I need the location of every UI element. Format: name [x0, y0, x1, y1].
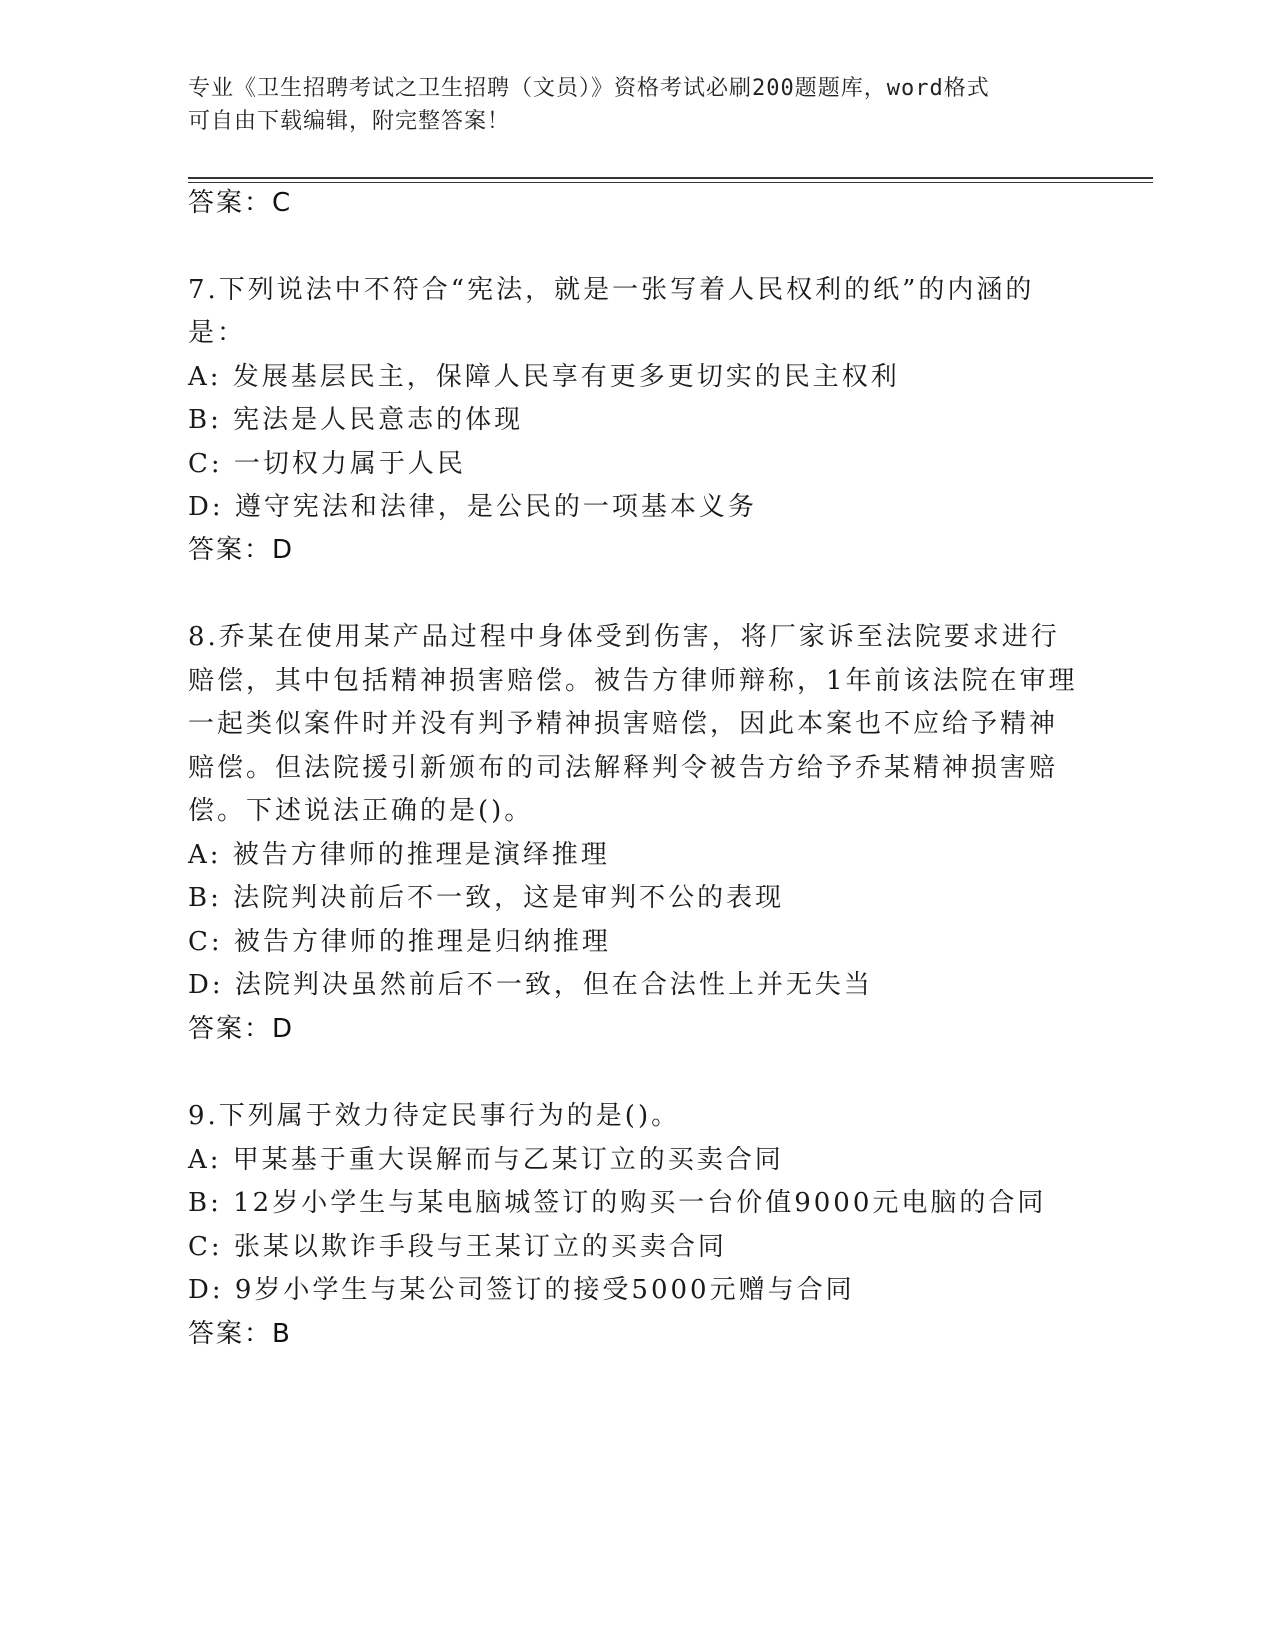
q7-option-c: C: 一切权力属于人民 [188, 449, 466, 479]
q9-stem-line-1: 9.下列属于效力待定民事行为的是()。 [188, 1101, 681, 1131]
q9-option-a: A: 甲某基于重大误解而与乙某订立的买卖合同 [188, 1145, 784, 1175]
q7-stem-line-1: 7.下列说法中不符合“宪法，就是一张写着人民权利的纸”的内涵的 [188, 275, 1035, 305]
q7-option-d: D: 遵守宪法和法律，是公民的一项基本义务 [188, 492, 757, 522]
q8-option-a: A: 被告方律师的推理是演绎推理 [188, 840, 610, 870]
q8-stem-line-2: 赔偿，其中包括精神损害赔偿。被告方律师辩称，1年前该法院在审理 [188, 666, 1078, 696]
q8-stem-line-1: 8.乔某在使用某产品过程中身体受到伤害，将厂家诉至法院要求进行 [188, 622, 1060, 652]
q7-stem-line-2: 是： [188, 318, 247, 348]
q7-answer: 答案：D [188, 535, 295, 565]
header-divider-thick [188, 177, 1153, 179]
q8-option-c: C: 被告方律师的推理是归纳推理 [188, 927, 611, 957]
q9-option-b: B: 12岁小学生与某电脑城签订的购买一台价值9000元电脑的合同 [188, 1188, 1047, 1218]
q8-stem-line-3: 一起类似案件时并没有判予精神损害赔偿，因此本案也不应给予精神 [188, 709, 1059, 739]
q8-stem-line-4: 赔偿。但法院援引新颁布的司法解释判令被告方给予乔某精神损害赔 [188, 753, 1059, 783]
q8-option-d: D: 法院判决虽然前后不一致，但在合法性上并无失当 [188, 970, 873, 1000]
q7-option-b: B: 宪法是人民意志的体现 [188, 405, 524, 435]
q9-option-c: C: 张某以欺诈手段与王某订立的买卖合同 [188, 1232, 727, 1262]
header-divider-thin [188, 182, 1153, 183]
q8-option-b: B: 法院判决前后不一致，这是审判不公的表现 [188, 883, 785, 913]
header-title-line-1: 专业《卫生招聘考试之卫生招聘（文员）》资格考试必刷200题题库，word格式 [188, 76, 990, 101]
header-title-line-2: 可自由下载编辑，附完整答案！ [188, 109, 511, 134]
q9-option-d: D: 9岁小学生与某公司签订的接受5000元赠与合同 [188, 1275, 855, 1305]
document-header [188, 72, 1088, 138]
q7-option-a: A: 发展基层民主，保障人民享有更多更切实的民主权利 [188, 362, 900, 392]
q8-stem-line-5: 偿。下述说法正确的是()。 [188, 796, 534, 826]
q9-answer: 答案：B [188, 1319, 292, 1349]
q8-answer: 答案：D [188, 1014, 295, 1044]
previous-answer: 答案：C [188, 188, 293, 218]
